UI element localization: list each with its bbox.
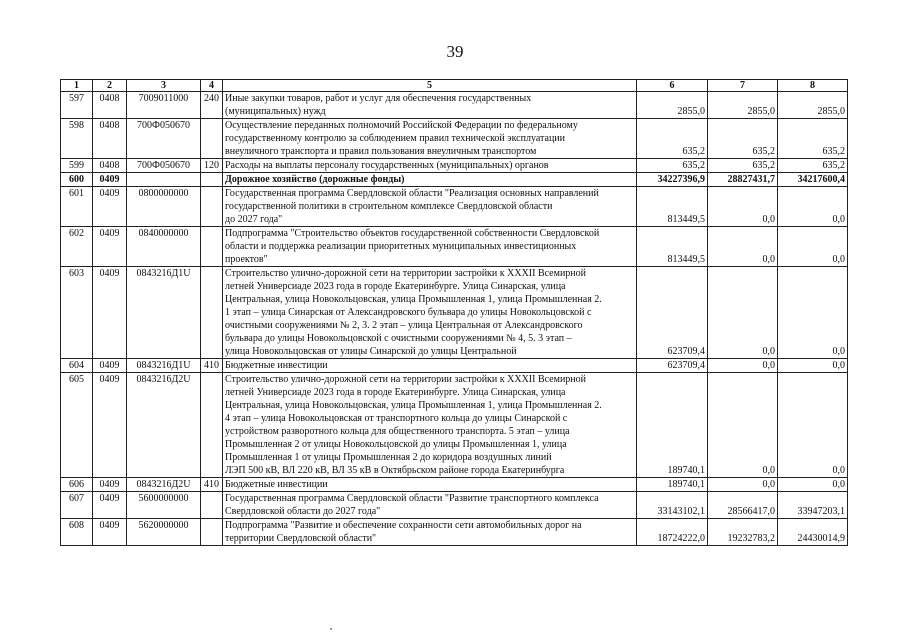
header-cell: 8: [778, 80, 848, 92]
description-line: государственному контролю за соблюдением правил технической эксплуатации: [225, 133, 565, 144]
row-number-cell: 605: [61, 373, 93, 478]
description-cell: [223, 173, 637, 187]
section-code-cell: 0408: [93, 159, 127, 173]
amount-col6-cell: 813449,5: [637, 227, 708, 267]
section-code-cell: 0409: [93, 187, 127, 227]
description-line: бульвара до улицы Новокольцовской с очистными сооружениями № 4, 5. 3 этап –: [225, 333, 572, 344]
amount-col6-cell: 18724222,0: [637, 519, 708, 546]
amount-col7-cell: 2855,0: [708, 92, 778, 119]
amount-col8-cell: 0,0: [778, 478, 848, 492]
amount-col6-cell: 813449,5: [637, 187, 708, 227]
table-row: [61, 173, 848, 187]
description-line: (муниципальных) нужд: [225, 106, 326, 117]
description-cell: [223, 187, 637, 227]
header-cell: 3: [127, 80, 201, 92]
page-number: 39: [446, 42, 464, 61]
header-cell: 2: [93, 80, 127, 92]
target-code-cell: [127, 173, 201, 187]
row-number-cell: 600: [61, 173, 93, 187]
row-number-cell: 598: [61, 119, 93, 159]
description-cell: [223, 227, 637, 267]
section-code-cell: 0409: [93, 373, 127, 478]
table-row: [61, 159, 848, 173]
row-number-cell: 599: [61, 159, 93, 173]
amount-col8-cell: 0,0: [778, 267, 848, 359]
description-line: Подпрограмма "Строительство объектов государственной собственности Свердловской: [225, 228, 600, 239]
description-line: Центральная, улица Новокольцовская, улица Промышленная 1, улица Промышленная 2.: [225, 294, 602, 305]
expense-type-cell: 410: [201, 478, 223, 492]
target-code-cell: 0843216Д1U: [127, 359, 201, 373]
description-cell: [223, 159, 637, 173]
table-row: [61, 92, 848, 119]
description-line: летней Универсиаде 2023 года в городе Екатеринбурге. Улица Синарская, улица: [225, 387, 566, 398]
target-code-cell: 5620000000: [127, 519, 201, 546]
target-code-cell: 0840000000: [127, 227, 201, 267]
table-row: [61, 227, 848, 267]
amount-col6-cell: 34227396,9: [637, 173, 708, 187]
expense-type-cell: [201, 119, 223, 159]
expense-type-cell: [201, 187, 223, 227]
row-number-cell: 597: [61, 92, 93, 119]
description-line: государственной политики в строительном комплексе Свердловской области: [225, 201, 553, 212]
expense-type-cell: [201, 492, 223, 519]
section-code-cell: 0409: [93, 519, 127, 546]
expense-type-cell: [201, 227, 223, 267]
amount-col7-cell: 28827431,7: [708, 173, 778, 187]
expense-type-cell: [201, 373, 223, 478]
table-row: [61, 187, 848, 227]
table-row: [61, 267, 848, 359]
amount-col7-cell: 635,2: [708, 159, 778, 173]
table-body: [61, 92, 848, 546]
header-cell: 6: [637, 80, 708, 92]
description-cell: [223, 478, 637, 492]
description-cell: [223, 359, 637, 373]
amount-col7-cell: 0,0: [708, 359, 778, 373]
target-code-cell: 0843216Д2U: [127, 373, 201, 478]
amount-col8-cell: 24430014,9: [778, 519, 848, 546]
target-code-cell: 0843216Д2U: [127, 478, 201, 492]
table-row: [61, 359, 848, 373]
amount-col6-cell: 189740,1: [637, 478, 708, 492]
description-line: области и поддержка реализации приоритетных муниципальных инвестиционных: [225, 241, 577, 252]
amount-col8-cell: 635,2: [778, 159, 848, 173]
section-code-cell: 0409: [93, 492, 127, 519]
description-line: Иные закупки товаров, работ и услуг для обеспечения государственных: [225, 93, 532, 104]
description-cell: [223, 267, 637, 359]
budget-table: [60, 79, 848, 546]
description-line: Государственная программа Свердловской области "Реализация основных направлений: [225, 188, 599, 199]
description-line: Промышленная 2 от улицы Новокольцовской до улицы Промышленная 1, улица: [225, 439, 567, 450]
row-number-cell: 602: [61, 227, 93, 267]
header-row: [61, 80, 848, 92]
description-line: Расходы на выплаты персоналу государственных (муниципальных) органов: [225, 160, 549, 171]
description-line: улица Новокольцовская от улицы Синарской до улицы Центральной: [225, 346, 517, 357]
target-code-cell: 0843216Д1U: [127, 267, 201, 359]
description-line: территории Свердловской области": [225, 533, 377, 544]
table-row: [61, 519, 848, 546]
target-code-cell: 0800000000: [127, 187, 201, 227]
amount-col7-cell: 19232783,2: [708, 519, 778, 546]
amount-col8-cell: 0,0: [778, 359, 848, 373]
description-line: Промышленная 1 от улицы Промышленная 2 до коридора воздушных линий: [225, 452, 552, 463]
amount-col8-cell: 2855,0: [778, 92, 848, 119]
row-number-cell: 601: [61, 187, 93, 227]
description-line: 1 этап – улица Синарская от Александровского бульвара до улицы Новокольцовской с: [225, 307, 592, 318]
table-row: [61, 373, 848, 478]
amount-col6-cell: 33143102,1: [637, 492, 708, 519]
header-cell: 4: [201, 80, 223, 92]
row-number-cell: 604: [61, 359, 93, 373]
description-line: летней Универсиаде 2023 года в городе Екатеринбурге. Улица Синарская, улица: [225, 281, 566, 292]
expense-type-cell: 120: [201, 159, 223, 173]
amount-col7-cell: 28566417,0: [708, 492, 778, 519]
header-cell: 5: [223, 80, 637, 92]
amount-col8-cell: 0,0: [778, 373, 848, 478]
description-line: устройством разворотного кольца для общественного транспорта. 5 этап – улица: [225, 426, 570, 437]
amount-col7-cell: 0,0: [708, 227, 778, 267]
table-row: [61, 492, 848, 519]
section-code-cell: 0409: [93, 173, 127, 187]
amount-col7-cell: 0,0: [708, 478, 778, 492]
section-code-cell: 0409: [93, 478, 127, 492]
description-cell: [223, 119, 637, 159]
expense-type-cell: 240: [201, 92, 223, 119]
description-line: Строительство улично-дорожной сети на территории застройки к XXXII Всемирной: [225, 374, 586, 385]
expense-type-cell: [201, 519, 223, 546]
expense-type-cell: 410: [201, 359, 223, 373]
amount-col6-cell: 635,2: [637, 119, 708, 159]
amount-col8-cell: 33947203,1: [778, 492, 848, 519]
description-line: Бюджетные инвестиции: [225, 360, 328, 371]
description-cell: [223, 373, 637, 478]
header-cell: 1: [61, 80, 93, 92]
section-code-cell: 0409: [93, 267, 127, 359]
description-cell: [223, 492, 637, 519]
description-line: Бюджетные инвестиции: [225, 479, 328, 490]
row-number-cell: 608: [61, 519, 93, 546]
target-code-cell: 700Ф050670: [127, 119, 201, 159]
amount-col7-cell: 0,0: [708, 187, 778, 227]
description-line: Осуществление переданных полномочий Российской Федерации по федеральному: [225, 120, 578, 131]
description-line: очистными сооружениями № 2, 3. 2 этап – улица Центральная от Александровского: [225, 320, 583, 331]
description-line: ЛЭП 500 кВ, ВЛ 220 кВ, ВЛ 35 кВ в Октябрьском районе города Екатеринбурга: [225, 465, 565, 476]
amount-col7-cell: 0,0: [708, 267, 778, 359]
description-line: Подпрограмма "Развитие и обеспечение сохранности сети автомобильных дорог на: [225, 520, 582, 531]
description-line: Дорожное хозяйство (дорожные фонды): [225, 174, 405, 185]
description-line: проектов": [225, 254, 268, 265]
amount-col6-cell: 635,2: [637, 159, 708, 173]
row-number-cell: 606: [61, 478, 93, 492]
amount-col8-cell: 0,0: [778, 187, 848, 227]
target-code-cell: 7009011000: [127, 92, 201, 119]
amount-col6-cell: 2855,0: [637, 92, 708, 119]
row-number-cell: 603: [61, 267, 93, 359]
amount-col7-cell: 635,2: [708, 119, 778, 159]
description-line: Государственная программа Свердловской области "Развитие транспортного комплекса: [225, 493, 599, 504]
description-line: Свердловской области до 2027 года": [225, 506, 381, 517]
section-code-cell: 0409: [93, 227, 127, 267]
description-line: Строительство улично-дорожной сети на территории застройки к XXXII Всемирной: [225, 268, 586, 279]
row-number-cell: 607: [61, 492, 93, 519]
description-line: до 2027 года": [225, 214, 283, 225]
amount-col8-cell: 0,0: [778, 227, 848, 267]
amount-col8-cell: 34217600,4: [778, 173, 848, 187]
expense-type-cell: [201, 267, 223, 359]
section-code-cell: 0408: [93, 92, 127, 119]
amount-col7-cell: 0,0: [708, 373, 778, 478]
description-cell: [223, 92, 637, 119]
table-row: [61, 478, 848, 492]
description-line: Центральная, улица Новокольцовская, улица Промышленная 1, улица Промышленная 2.: [225, 400, 602, 411]
amount-col6-cell: 189740,1: [637, 373, 708, 478]
amount-col8-cell: 635,2: [778, 119, 848, 159]
description-line: внеуличного транспорта и правил пользования внеуличным транспортом: [225, 146, 537, 157]
description-cell: [223, 519, 637, 546]
target-code-cell: 700Ф050670: [127, 159, 201, 173]
section-code-cell: 0408: [93, 119, 127, 159]
target-code-cell: 5600000000: [127, 492, 201, 519]
expense-type-cell: [201, 173, 223, 187]
amount-col6-cell: 623709,4: [637, 267, 708, 359]
amount-col6-cell: 623709,4: [637, 359, 708, 373]
table-row: [61, 119, 848, 159]
scan-speck: [330, 628, 332, 630]
section-code-cell: 0409: [93, 359, 127, 373]
description-line: 4 этап – улица Новокольцовская от транспортного кольца до улицы Синарской с: [225, 413, 568, 424]
header-cell: 7: [708, 80, 778, 92]
